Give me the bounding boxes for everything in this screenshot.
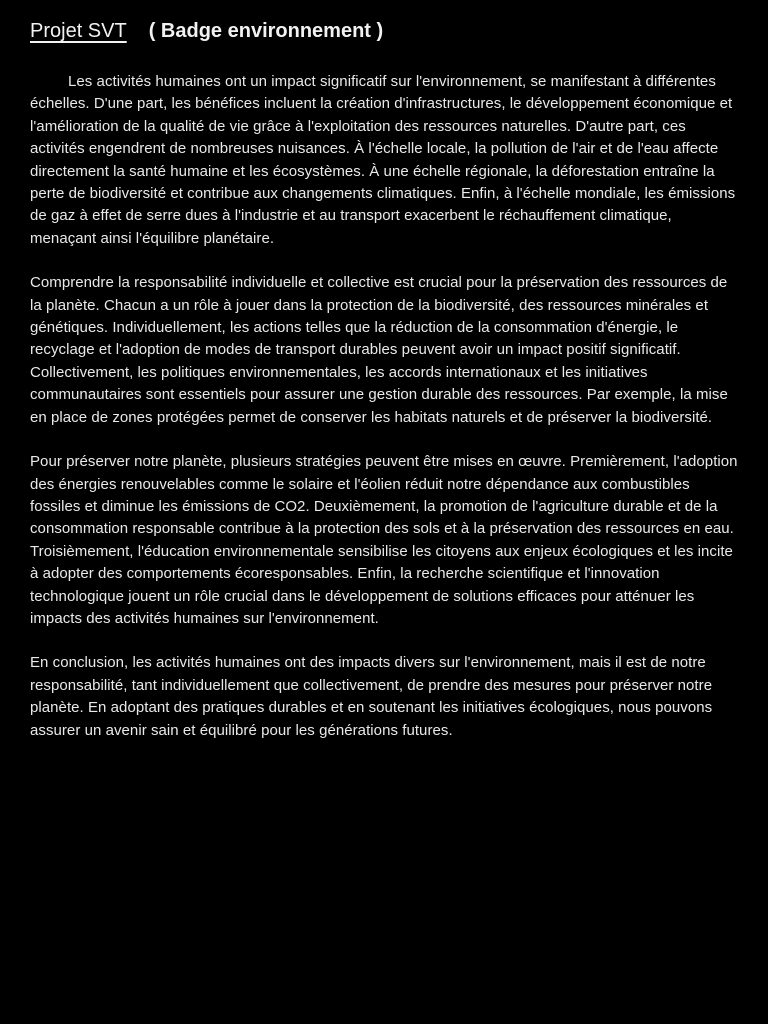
paragraph-strategies: Pour préserver notre planète, plusieurs stratégies peuvent être mises en œuvre. Premièrement, l'adoption des énergies renouvelables comme le solaire et l'éolien réduit notre dépendance aux combustibles fossiles et diminue les émissions de CO2. Deuxièmement, la promotion de l'agriculture durable et de la consommation responsable contribue à la protection des sols et à la préservation des ressources en eau. Troisièmement, l'éducation environnementale sensibilise les citoyens aux enjeux écologiques et les incite à adopter des comportements écoresponsables. Enfin, la recherche scientifique et l'innovation technologique jouent un rôle crucial dans le développement de solutions efficaces pour atténuer les impacts des activités humaines sur l'environnement. — [30, 453, 738, 627]
document-body — [30, 20, 738, 764]
paragraph-conclusion: En conclusion, les activités humaines ont des impacts divers sur l'environnement, mais il est de notre responsabilité, tant individuellement que collectivement, de prendre des mesures pour préserver notre planète. En adoptant des pratiques durables et en soutenant les initiatives écologiques, nous pouvons assurer un avenir sain et équilibré pour les générations futures. — [30, 654, 713, 739]
paragraph-responsibility: Comprendre la responsabilité individuelle et collective est crucial pour la préservation des ressources de la planète. Chacun a un rôle à jouer dans la protection de la biodiversité, des ressources minérales et génétiques. Individuellement, les actions telles que la réduction de la consommation d'énergie, le recyclage et l'adoption de modes de transport durables peuvent avoir un impact positif significatif. Collectivement, les politiques environnementales, les accords internationaux et les initiatives communautaires sont essentiels pour assurer une gestion durable des ressources. Par exemple, la mise en place de zones protégées permet de conserver les habitats naturels et de préserver la biodiversité. — [30, 274, 728, 426]
paragraph-intro: Les activités humaines ont un impact significatif sur l'environnement, se manifestant à différentes échelles. D'une part, les bénéfices incluent la création d'infrastructures, le développement économique et l'amélioration de la qualité de vie grâce à l'exploitation des ressources naturelles. D'autre part, ces activités engendrent de nombreuses nuisances. À l'échelle locale, la pollution de l'air et de l'eau affecte directement la santé humaine et les écosystèmes. À une échelle régionale, la déforestation entraîne la perte de biodiversité et contribue aux changements climatiques. Enfin, à l'échelle mondiale, les émissions de gaz à effet de serre dues à l'industrie et au transport exacerbent le réchauffement climatique, menaçant ainsi l'équilibre planétaire. — [30, 73, 736, 247]
document-subtitle: ( Badge environnement ) — [148, 20, 384, 42]
document-title: Projet SVT — [30, 20, 127, 42]
title-row — [30, 20, 738, 48]
